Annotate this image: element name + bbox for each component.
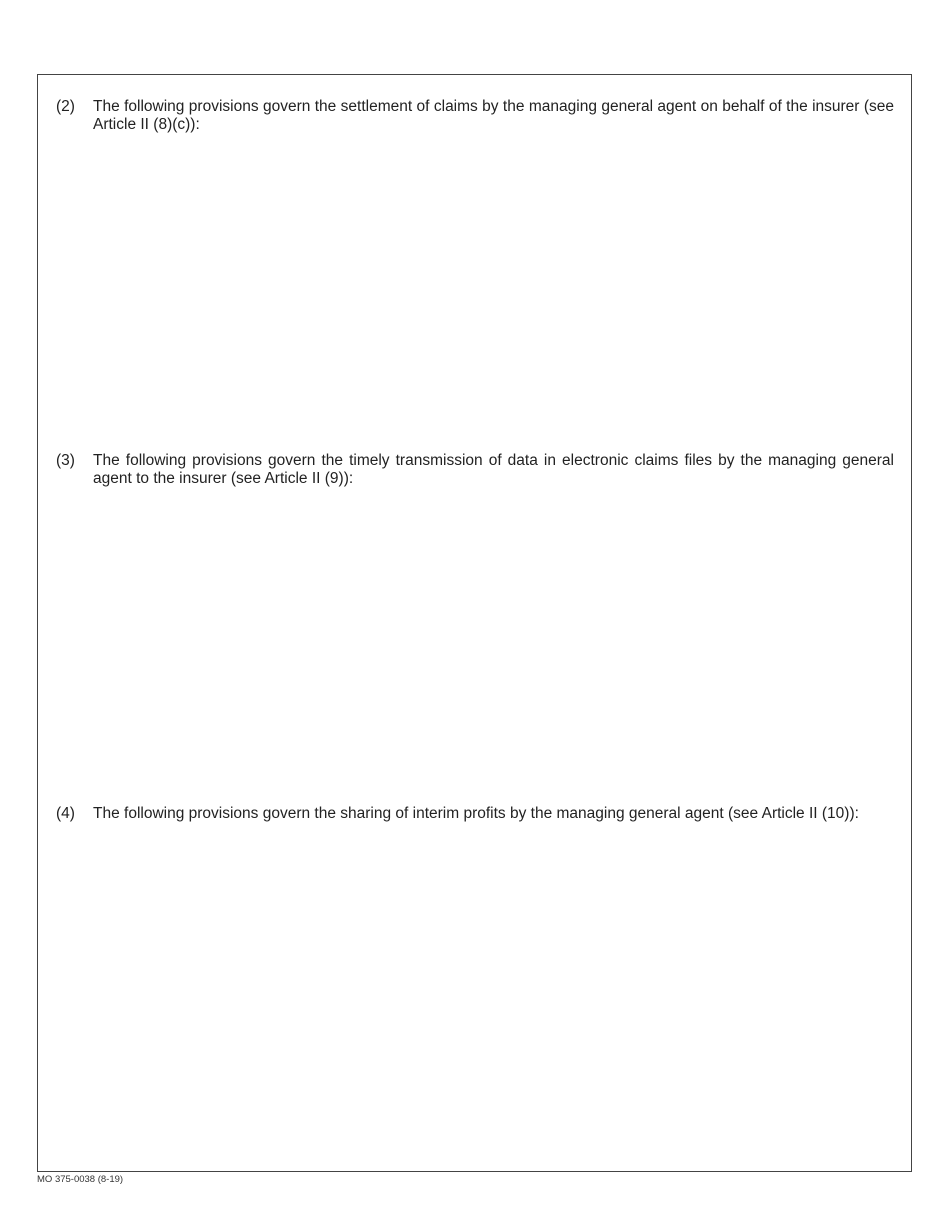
provision-text: The following provisions govern the timely transmission of data in electronic claims files by the managing general agent to the insurer (see Article II (9)): [93, 452, 894, 487]
provision-4-response-field[interactable] [93, 833, 898, 1157]
provision-2-response-field[interactable] [93, 144, 898, 438]
provision-number: (3) [56, 452, 75, 469]
provision-number: (4) [56, 805, 75, 822]
form-id: MO 375-0038 (8-19) [37, 1174, 124, 1185]
provision-text: The following provisions govern the settlement of claims by the managing general agent on behalf of the insurer (see Article II (8)(c)): [93, 98, 894, 133]
provision-3-response-field[interactable] [93, 498, 898, 792]
provision-number: (2) [56, 98, 75, 115]
provision-text: The following provisions govern the sharing of interim profits by the managing general agent (see Article II (10)): [93, 805, 859, 822]
form-box [37, 74, 912, 1172]
